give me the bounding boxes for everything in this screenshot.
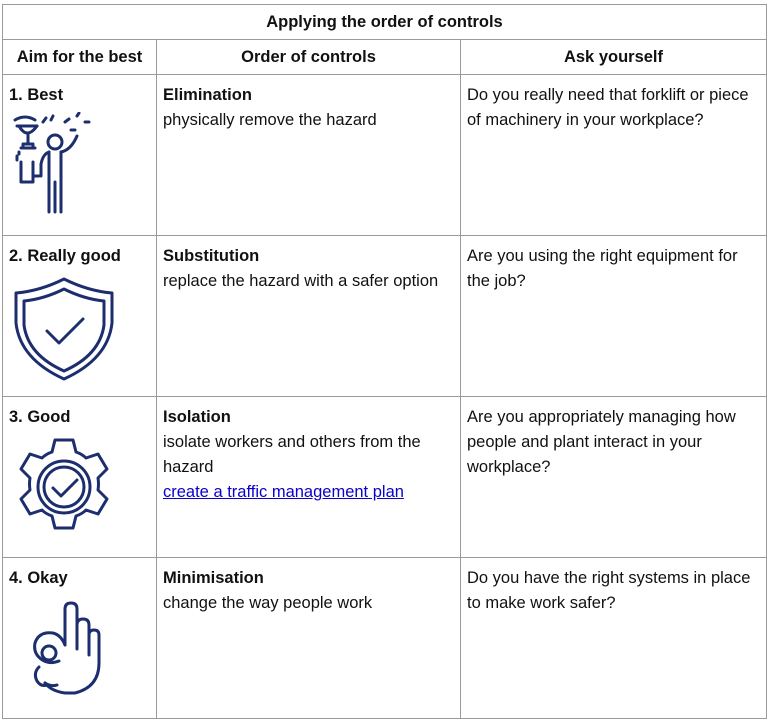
column-header-aim: Aim for the best [3,40,157,75]
table-title: Applying the order of controls [3,5,767,40]
shield-check-icon [9,273,150,383]
order-of-controls-table [2,4,767,719]
table-row [3,75,767,236]
table-row [3,558,767,719]
control-description: isolate workers and others from the hazard [163,433,421,476]
table-row [3,397,767,558]
aim-cell [3,558,157,719]
control-name: Minimisation [163,569,264,587]
question-text: Do you have the right systems in place to make work safer? [467,569,751,612]
aim-cell [3,236,157,397]
control-description: change the way people work [163,594,373,612]
aim-label: 3. Good [9,408,71,426]
question-cell [461,236,767,397]
header-row [3,40,767,75]
question-text: Are you using the right equipment for the job? [467,247,738,290]
control-cell [157,397,461,558]
control-cell [157,75,461,236]
aim-label: 1. Best [9,86,64,104]
control-name: Elimination [163,86,252,104]
control-description: replace the hazard with a safer option [163,272,439,290]
column-header-ask: Ask yourself [461,40,767,75]
control-cell [157,558,461,719]
control-name: Isolation [163,408,231,426]
column-header-controls: Order of controls [157,40,461,75]
question-cell [461,397,767,558]
ok-hand-icon [9,595,150,705]
aim-label: 2. Really good [9,247,121,265]
question-text: Are you appropriately managing how people and plant interact in your workplace? [467,408,736,476]
gear-check-icon [9,434,150,544]
control-cell [157,236,461,397]
control-name: Substitution [163,247,260,265]
aim-cell [3,75,157,236]
aim-label: 4. Okay [9,569,68,587]
control-description: physically remove the hazard [163,111,377,129]
title-row [3,5,767,40]
aim-cell [3,397,157,558]
traffic-management-plan-link[interactable]: create a traffic management plan [163,483,404,501]
question-text: Do you really need that forklift or piece of machinery in your workplace? [467,86,749,129]
question-cell [461,75,767,236]
question-cell [461,558,767,719]
trophy-person-icon [9,112,150,222]
table-row [3,236,767,397]
